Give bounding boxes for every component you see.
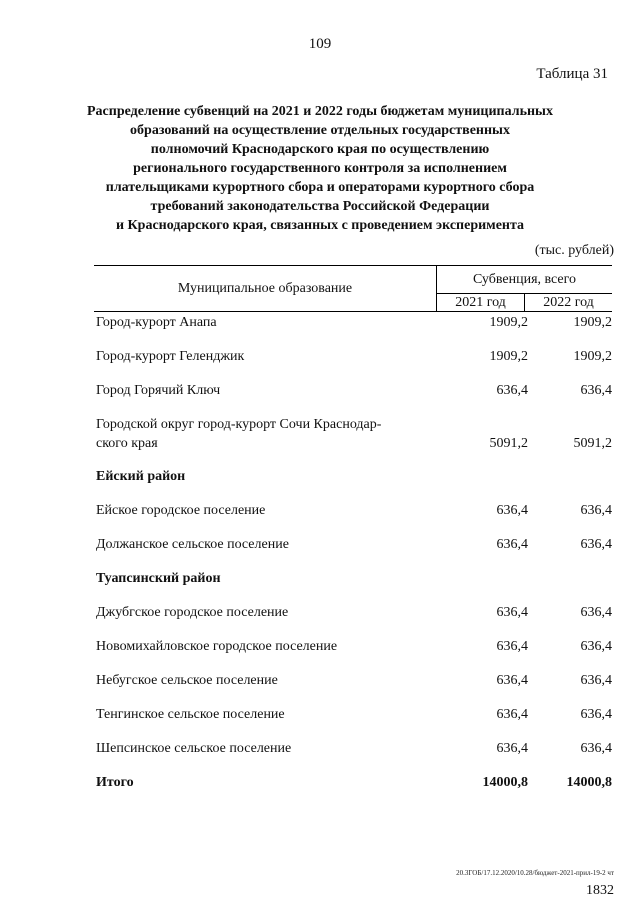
value-2021: 636,4 (496, 383, 528, 398)
municipality-name (96, 501, 426, 520)
value-2022: 636,4 (580, 383, 612, 398)
value-2022: 636,4 (580, 707, 612, 722)
title-line: требований законодательства Российской Федерации (150, 199, 490, 214)
value-2022: 5091,2 (573, 436, 612, 451)
municipality-name (96, 671, 426, 690)
value-2022: 636,4 (580, 605, 612, 620)
units-label: (тыс. рублей) (534, 243, 614, 258)
title-line: Распределение субвенций на 2021 и 2022 годы бюджетам муниципальных (87, 104, 553, 119)
section-heading (96, 467, 426, 486)
header-municipality: Муниципальное образование (94, 266, 437, 311)
municipality-name-line: Шепсинское сельское поселение (96, 741, 292, 756)
value-2022: 1909,2 (573, 349, 612, 364)
municipality-name-line: Итого (96, 775, 134, 790)
municipality-name-line: ского края (96, 436, 158, 451)
value-2022: 636,4 (580, 639, 612, 654)
municipality-name-line: Должанское сельское поселение (96, 537, 289, 552)
value-2022: 636,4 (580, 537, 612, 552)
value-2021: 636,4 (496, 707, 528, 722)
value-2021: 636,4 (496, 503, 528, 518)
municipality-name (96, 313, 426, 332)
value-2022: 636,4 (580, 673, 612, 688)
footer-code: 20.3ГОБ/17.12.2020/10.28/бюджет-2021-прил-19-2 чт (456, 869, 614, 877)
table-header (94, 265, 612, 312)
value-2021: 1909,2 (489, 349, 528, 364)
header-subvention-group (437, 266, 612, 311)
municipality-name-line: Город Горячий Ключ (96, 383, 221, 398)
value-2021: 14000,8 (482, 775, 528, 790)
municipality-name-line: Ейское городское поселение (96, 503, 266, 518)
page-number: 109 (308, 36, 332, 52)
table-label: Таблица 31 (536, 66, 608, 82)
title-line: и Краснодарского края, связанных с проведением эксперимента (115, 218, 525, 233)
header-subvention-total: Субвенция, всего (437, 266, 612, 294)
title-line: регионального государственного контроля за исполнением (133, 161, 507, 176)
header-year-2022: 2022 год (543, 294, 594, 310)
value-2022: 1909,2 (573, 315, 612, 330)
municipality-name-line: Ейский район (96, 469, 186, 484)
title-line: плательщиками курортного сбора и операторами курортного сбора (105, 180, 535, 195)
section-heading (96, 569, 426, 588)
value-2022: 636,4 (580, 503, 612, 518)
value-2021: 636,4 (496, 673, 528, 688)
municipality-name-line: Тенгинское сельское поселение (96, 707, 285, 722)
title-line: образований на осуществление отдельных государственных (130, 123, 510, 138)
header-year-2021: 2021 год (437, 294, 525, 311)
title-line: полномочий Краснодарского края по осуществлению (150, 142, 490, 157)
municipality-name-line: Город-курорт Геленджик (96, 349, 245, 364)
municipality-name (96, 415, 426, 453)
municipality-name-line: Небугское сельское поселение (96, 673, 278, 688)
value-2021: 636,4 (496, 741, 528, 756)
municipality-name (96, 705, 426, 724)
municipality-name-line: Новомихайловское городское поселение (96, 639, 338, 654)
value-2022: 636,4 (580, 741, 612, 756)
value-2021: 636,4 (496, 605, 528, 620)
section-heading (96, 773, 426, 792)
municipality-name (96, 381, 426, 400)
municipality-name (96, 347, 426, 366)
value-2021: 5091,2 (489, 436, 528, 451)
municipality-name-line: Джубгское городское поселение (96, 605, 289, 620)
municipality-name-line: Городской округ город-курорт Сочи Краснодар- (96, 417, 382, 432)
municipality-name (96, 739, 426, 758)
municipality-name-line: Туапсинский район (96, 571, 221, 586)
value-2021: 636,4 (496, 537, 528, 552)
document-title (60, 102, 580, 235)
municipality-name (96, 603, 426, 622)
footer-page-number: 1832 (586, 883, 614, 898)
value-2021: 636,4 (496, 639, 528, 654)
municipality-name-line: Город-курорт Анапа (96, 315, 217, 330)
value-2022: 14000,8 (566, 775, 612, 790)
value-2021: 1909,2 (489, 315, 528, 330)
municipality-name (96, 535, 426, 554)
municipality-name (96, 637, 426, 656)
